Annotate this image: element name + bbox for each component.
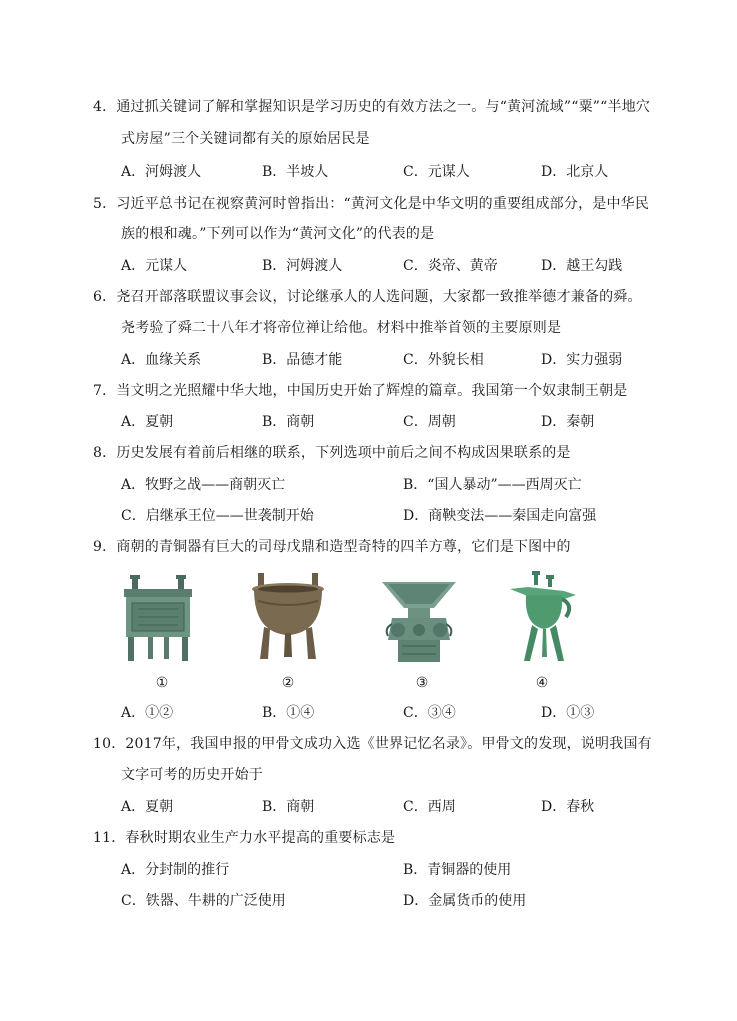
- q7-option-d[interactable]: D．秦朝: [541, 414, 595, 430]
- q5-option-d[interactable]: D．越王勾践: [541, 258, 623, 274]
- q11-option-a[interactable]: A．分封制的推行: [121, 862, 230, 878]
- q4-option-a[interactable]: A．河姆渡人: [121, 164, 202, 180]
- q7-stem-line-1: 7．当文明之光照耀中华大地，中国历史开始了辉煌的篇章。我国第一个奴隶制王朝是: [93, 383, 628, 399]
- q10-option-d[interactable]: D．春秋: [541, 799, 595, 815]
- q7-option-a[interactable]: A．夏朝: [121, 414, 174, 430]
- q6-option-d[interactable]: D．实力强弱: [541, 352, 623, 368]
- q5-option-a[interactable]: A．元谋人: [121, 258, 188, 274]
- q10-stem-line-2: 文字可考的历史开始于: [121, 767, 263, 783]
- q9-stem-line-1: 9．商朝的青铜器有巨大的司母戊鼎和造型奇特的四羊方尊，它们是下图中的: [93, 539, 571, 555]
- q4-option-b[interactable]: B．半坡人: [262, 164, 329, 180]
- q10-option-c[interactable]: C．西周: [403, 799, 456, 815]
- q8-option-d[interactable]: D．商鞅变法——秦国走向富强: [403, 508, 597, 524]
- q10-option-a[interactable]: A．夏朝: [121, 799, 174, 815]
- q8-option-b[interactable]: B．“国人暴动”——西周灭亡: [403, 477, 582, 493]
- q11-option-b[interactable]: B．青铜器的使用: [403, 862, 512, 878]
- q8-option-a[interactable]: A．牧野之战——商朝灭亡: [121, 477, 286, 493]
- q11-option-d[interactable]: D．金属货币的使用: [403, 893, 527, 909]
- q7-option-c[interactable]: C．周朝: [403, 414, 456, 430]
- q6-stem-line-2: 尧考验了舜二十八年才将帝位禅让给他。材料中推举首领的主要原则是: [121, 320, 562, 336]
- q6-option-c[interactable]: C．外貌长相: [403, 352, 484, 368]
- q5-stem-line-1: 5．习近平总书记在视察黄河时曾指出：“黄河文化是中华文明的重要组成部分，是中华民: [93, 196, 650, 212]
- image-caption-3: ③: [415, 675, 429, 691]
- image-caption-1: ①: [155, 675, 169, 691]
- q4-option-d[interactable]: D．北京人: [541, 164, 609, 180]
- q6-option-b[interactable]: B．品德才能: [262, 352, 343, 368]
- q4-stem-line-1: 4．通过抓关键词了解和掌握知识是学习历史的有效方法之一。与“黄河流域”“粟”“半地穴: [93, 99, 651, 115]
- q10-option-b[interactable]: B．商朝: [262, 799, 315, 815]
- q6-stem-line-1: 6．尧召开部落联盟议事会议，讨论继承人的人选问题，大家都一致推举德才兼备的舜。: [93, 289, 642, 305]
- jue-vessel-icon: [508, 571, 578, 663]
- square-ding-icon: [118, 575, 198, 665]
- q7-option-b[interactable]: B．商朝: [262, 414, 315, 430]
- q6-option-a[interactable]: A．血缘关系: [121, 352, 202, 368]
- q11-stem-line-1: 11．春秋时期农业生产力水平提高的重要标志是: [93, 830, 396, 846]
- q9-option-a[interactable]: A．①②: [121, 705, 174, 721]
- four-ram-zun-icon: [378, 578, 460, 664]
- q8-stem-line-1: 8．历史发展有着前后相继的联系，下列选项中前后之间不构成因果联系的是: [93, 445, 571, 461]
- q5-option-b[interactable]: B．河姆渡人: [262, 258, 343, 274]
- image-caption-4: ④: [535, 675, 549, 691]
- q4-stem-line-2: 式房屋”三个关键词都有关的原始居民是: [121, 131, 370, 147]
- q5-stem-line-2: 族的根和魂。”下列可以作为“黄河文化”的代表的是: [121, 226, 435, 242]
- q10-stem-line-1: 10．2017年，我国申报的甲骨文成功入选《世界记忆名录》。甲骨文的发现，说明我国有: [93, 736, 652, 752]
- image-caption-2: ②: [281, 675, 295, 691]
- q5-option-c[interactable]: C．炎帝、黄帝: [403, 258, 498, 274]
- q9-option-b[interactable]: B．①④: [262, 705, 315, 721]
- round-ding-icon: [248, 573, 328, 663]
- q9-option-d[interactable]: D．①③: [541, 705, 595, 721]
- q8-option-c[interactable]: C．启继承王位——世袭制开始: [121, 508, 314, 524]
- q11-option-c[interactable]: C．铁器、牛耕的广泛使用: [121, 893, 286, 909]
- q4-option-c[interactable]: C．元谋人: [403, 164, 470, 180]
- q9-option-c[interactable]: C．③④: [403, 705, 456, 721]
